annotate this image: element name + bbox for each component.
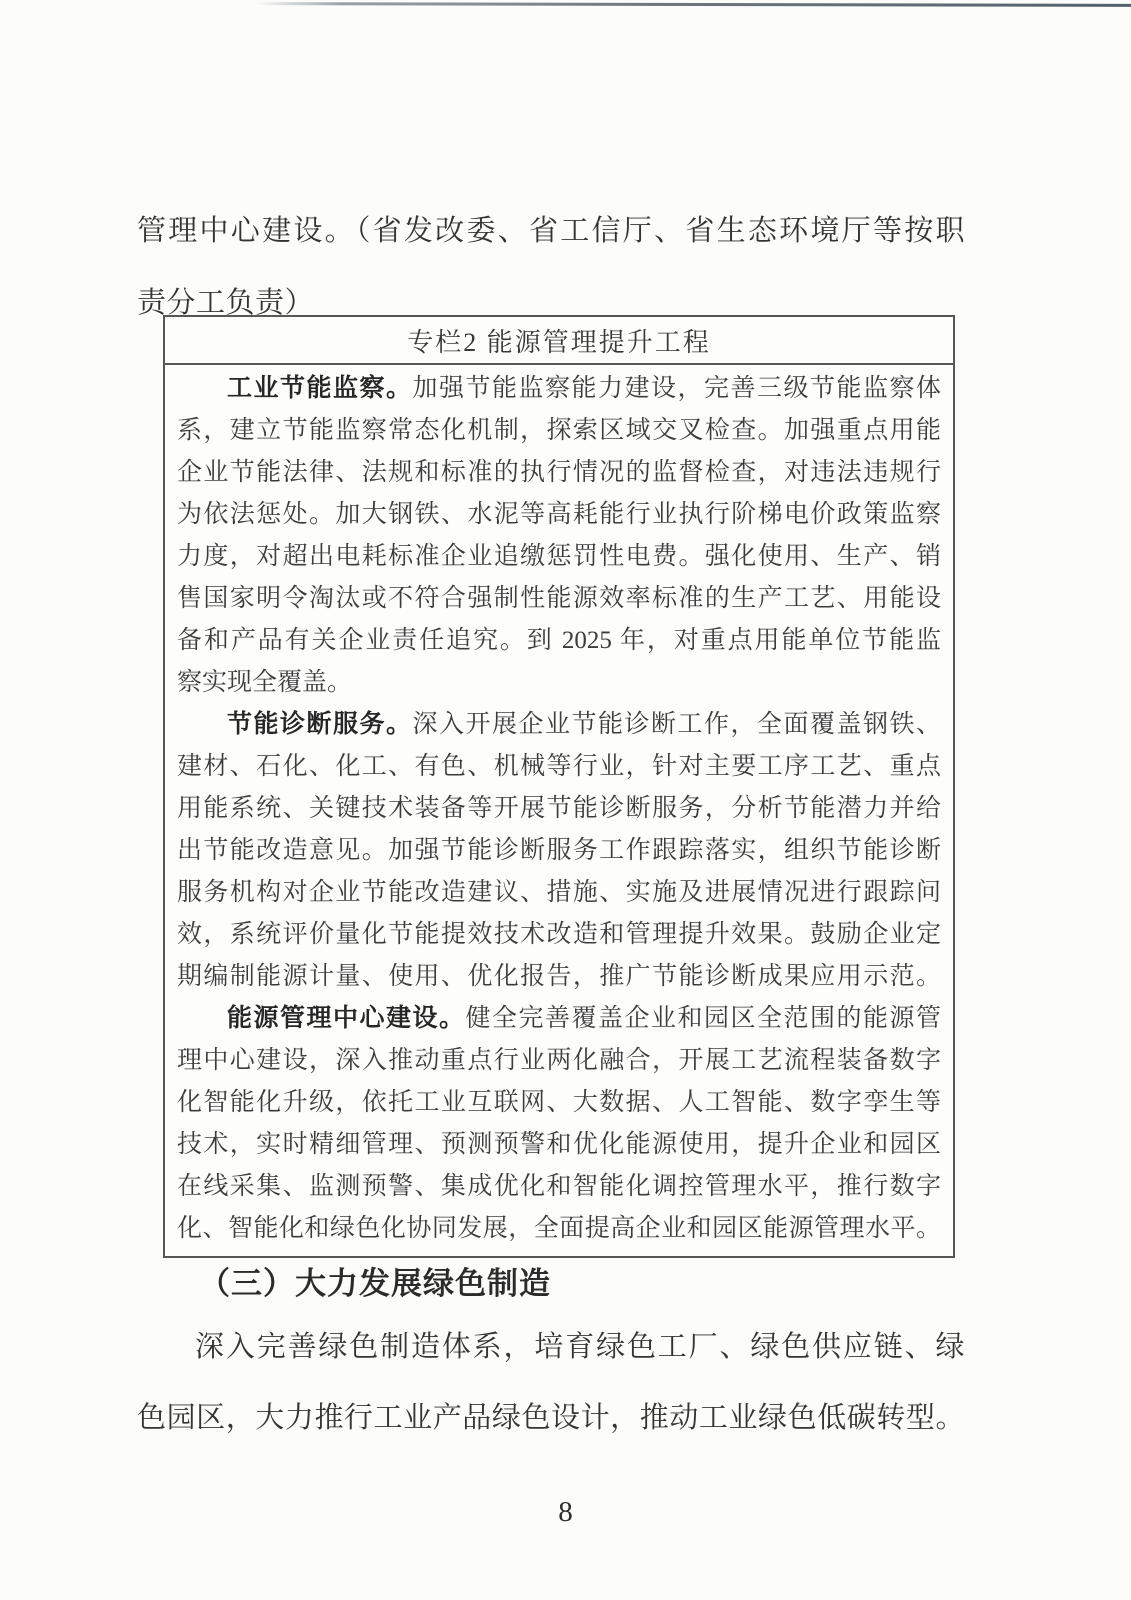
- section-heading: （三）大力发展绿色制造: [199, 1266, 551, 1301]
- column-box-body: [165, 365, 953, 1256]
- column-box-title: 专栏2 能源管理提升工程: [407, 327, 711, 357]
- box-paragraph-lead: 工业节能监察。: [227, 375, 413, 402]
- box-text-line: [177, 998, 941, 1040]
- box-text-line: 化、智能化和绿色化协同发展，全面提高企业和园区能源管理水平。: [177, 1215, 941, 1242]
- box-text-line: 备和产品有关企业责任追究。到 2025 年，对重点用能单位节能监: [177, 627, 941, 654]
- box-text-line: 力度，对超出电耗标准企业追缴惩罚性电费。强化使用、生产、销: [177, 543, 941, 570]
- box-text-line: 察实现全覆盖。: [177, 669, 353, 696]
- box-text-line: 企业节能法律、法规和标准的执行情况的监督检查，对违法违规行: [177, 459, 941, 486]
- box-text-line: 理中心建设，深入推动重点行业两化融合，开展工艺流程装备数字: [177, 1047, 941, 1074]
- body-line: 深入完善绿色制造体系，培育绿色工厂、绿色供应链、绿: [195, 1331, 965, 1363]
- column-box-header: [165, 317, 953, 365]
- box-text-line: 期编制能源计量、使用、优化报告，推广节能诊断成果应用示范。: [177, 963, 941, 990]
- section-paragraph: [137, 1312, 965, 1454]
- intro-line: 责分工负责）: [137, 287, 315, 319]
- page-number: 8: [558, 1496, 573, 1528]
- box-paragraph-rest: 健全完善覆盖企业和园区全范围的能源管: [465, 1005, 941, 1032]
- box-text-line: 建材、石化、化工、有色、机械等行业，针对主要工序工艺、重点: [177, 753, 941, 780]
- box-text-line: 为依法惩处。加大钢铁、水泥等高耗能行业执行阶梯电价政策监察: [177, 501, 941, 528]
- scan-edge-line: [255, 2, 1131, 7]
- body-line: 色园区，大力推行工业产品绿色设计，推动工业绿色低碳转型。: [137, 1402, 965, 1434]
- box-paragraph-lead: 能源管理中心建设。: [227, 1005, 466, 1032]
- intro-line: 管理中心建设。（省发改委、省工信厅、省生态环境厅等按职: [137, 215, 965, 247]
- box-text-line: [177, 704, 941, 746]
- box-text-line: 技术，实时精细管理、预测预警和优化能源使用，提升企业和园区: [177, 1131, 941, 1158]
- box-text-line: 服务机构对企业节能改造建议、措施、实施及进展情况进行跟踪问: [177, 879, 941, 906]
- box-paragraph-rest: 加强节能监察能力建设，完善三级节能监察体: [412, 375, 941, 402]
- box-paragraph-lead: 节能诊断服务。: [227, 711, 413, 738]
- box-text-line: 售国家明令淘汰或不符合强制性能源效率标准的生产工艺、用能设: [177, 585, 941, 612]
- box-text-line: 系，建立节能监察常态化机制，探索区域交叉检查。加强重点用能: [177, 417, 941, 444]
- box-text-line: 用能系统、关键技术装备等开展节能诊断服务，分析节能潜力并给: [177, 795, 941, 822]
- box-text-line: 出节能改造意见。加强节能诊断服务工作跟踪落实，组织节能诊断: [177, 837, 941, 864]
- box-paragraph-rest: 深入开展企业节能诊断工作，全面覆盖钢铁、: [412, 711, 941, 738]
- box-text-line: 化智能化升级，依托工业互联网、大数据、人工智能、数字孪生等: [177, 1089, 941, 1116]
- box-text-line: 效，系统评价量化节能提效技术改造和管理提升效果。鼓励企业定: [177, 921, 941, 948]
- column-box: [163, 315, 955, 1258]
- box-text-line: 在线采集、监测预警、集成优化和智能化调控管理水平，推行数字: [177, 1173, 941, 1200]
- box-text-line: [177, 368, 941, 410]
